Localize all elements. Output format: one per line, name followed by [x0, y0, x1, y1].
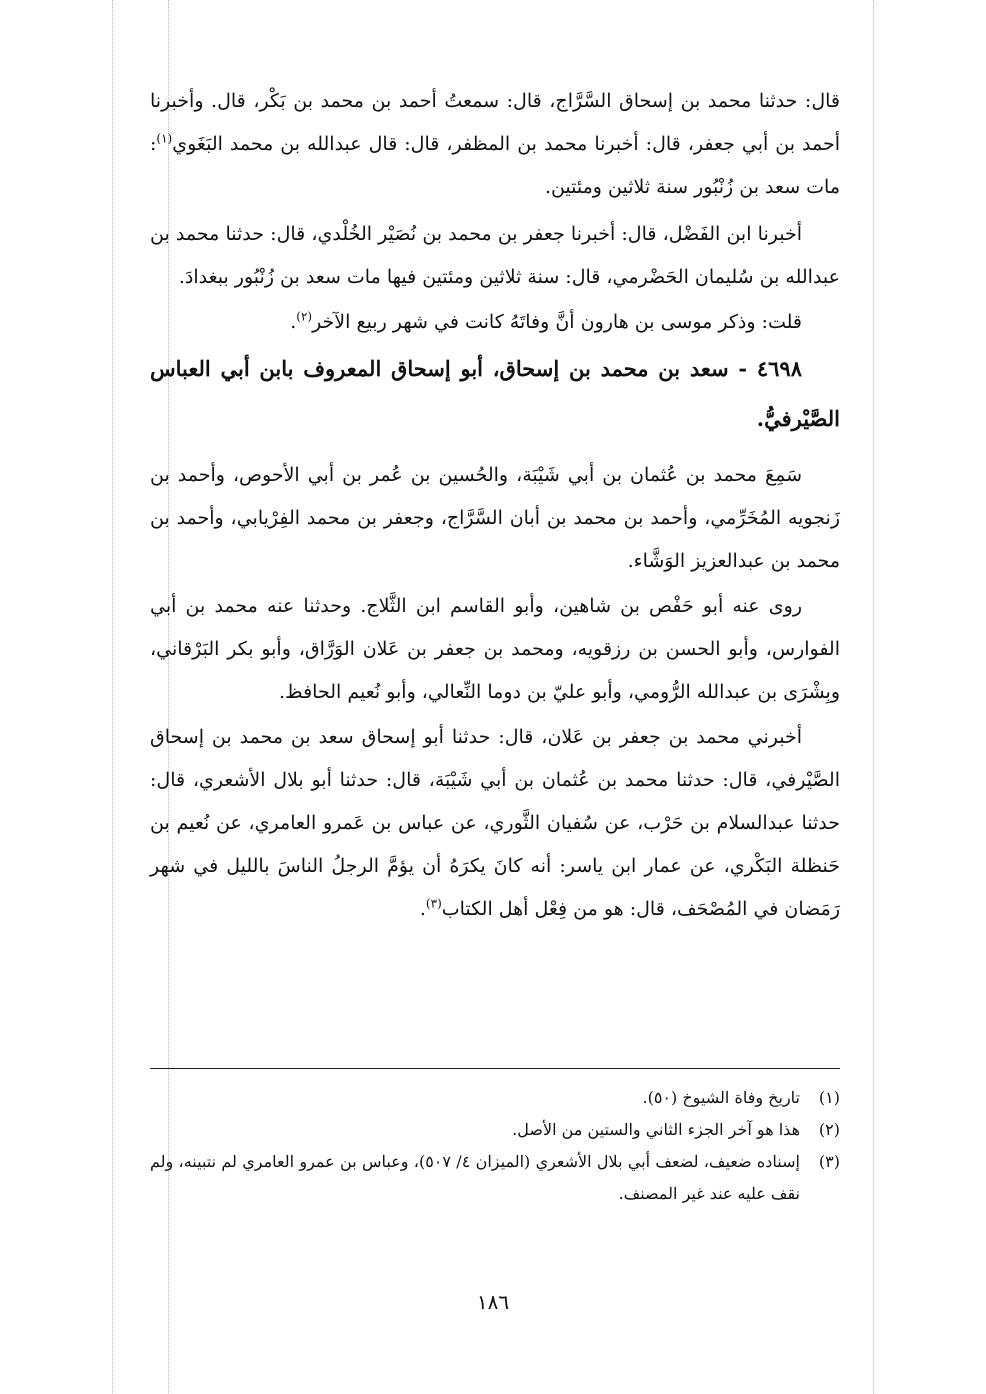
main-text — [150, 80, 840, 931]
footnote — [150, 1082, 840, 1114]
paragraph-3: قلت: وذكر موسى بن هارون أنَّ وفاتَهُ كانت في شهر ربيع الآخر$^{(٢)}$. — [290, 309, 802, 333]
footnote-separator — [150, 1068, 840, 1069]
footnote-ref-1: (١) — [156, 131, 173, 146]
paragraph-5: روى عنه أبو حَفْص بن شاهين، وأبو القاسم ابن الثَّلاج. وحدثنا عنه محمد بن أبي الفوارس، وأبو الحسن بن رزقويه، ومحمد بن جعفر بن عَلان الوَرَّاق، وأبو بكر البَرْقاني، وبِشْرَى بن عبدالله الرُّومي، وأبو عليّ بن دوما النِّعالي، وأبو نُعيم الحافظ. — [150, 595, 840, 703]
footnotes — [150, 1082, 840, 1210]
footnote-text: إسناده ضعيف، لضعف أبي بلال الأشعري (الميزان ٤/ ٥٠٧)، وعباس بن عمرو العامري لم نتبينه، ولم نقف عليه عند غير المصنف. — [150, 1152, 800, 1203]
footnote-text: تاريخ وفاة الشيوخ (٥٠). — [642, 1088, 800, 1107]
footnote — [150, 1114, 840, 1146]
footnote-number: (١) — [818, 1088, 840, 1107]
paragraph-2: أخبرنا ابن الفَضْل، قال: أخبرنا جعفر بن محمد بن نُصَيْر الخُلْدي، قال: حدثنا محمد بن عبدالله بن سُليمان الحَضْرمي، قال: سنة ثلاثين ومئتين فيها مات سعد بن زُنْبُور ببغدادَ. — [150, 223, 840, 288]
footnote — [150, 1146, 840, 1210]
footnote-number: (٢) — [818, 1120, 840, 1139]
scan-margin-line — [873, 0, 874, 1394]
page-number: ١٨٦ — [476, 1290, 510, 1314]
paragraph-6: أخبرني محمد بن جعفر بن عَلان، قال: حدثنا أبو إسحاق سعد بن محمد بن إسحاق الصَّيْرفي، قال: حدثنا محمد بن عُثمان بن أبي شَيْبَة، قال: حدثنا أبو بلال الأشعري، قال: حدثنا عبدالسلام بن حَرْب، عن سُفيان الثَّوري، عن عباس بن عَمرو العامري، عن نُعيم بن حَنظلة البَكْري، عن عمار ابن ياسر: أنه كانَ يكرَهُ أن يؤمَّ الرجلُ الناسَ بالليل في شهر رَمَضان في المُصْحَف، قال: هو من فِعْل أهل الكتاب$^{(٣)}$. — [150, 726, 840, 920]
entry-heading: ٤٦٩٨ - سعد بن محمد بن إسحاق، أبو إسحاق المعروف بابن أبي العباس الصَّيْرفيُّ. — [150, 356, 840, 431]
footnote-number: (٣) — [818, 1152, 840, 1171]
scan-margin-line — [112, 0, 113, 1394]
footnote-ref-2: (٢) — [296, 309, 313, 324]
paragraph-4: سَمِعَ محمد بن عُثمان بن أبي شَيْبَة، والحُسين بن عُمر بن أبي الأحوص، وأحمد بن زَنجويه المُخَرِّمي، وأحمد بن محمد بن أبان السَّرَّاج، وجعفر بن محمد الفِرْيابي، وأحمد بن محمد بن عبدالعزيز الوَشَّاء. — [150, 464, 840, 572]
paragraph-1: قال: حدثنا محمد بن إسحاق السَّرَّاج، قال: سمعتُ أحمد بن محمد بن بَكْر، قال. وأخبرنا أحمد بن أبي جعفر، قال: أخبرنا محمد بن المظفر، قال: قال عبدالله بن محمد البَغَوي$^{(١)}$: مات سعد بن زُنْبُور سنة ثلاثين ومئتين. — [150, 90, 840, 198]
footnote-ref-3: (٣) — [425, 896, 442, 911]
footnote-text: هذا هو آخر الجزء الثاني والستين من الأصل. — [512, 1120, 800, 1139]
